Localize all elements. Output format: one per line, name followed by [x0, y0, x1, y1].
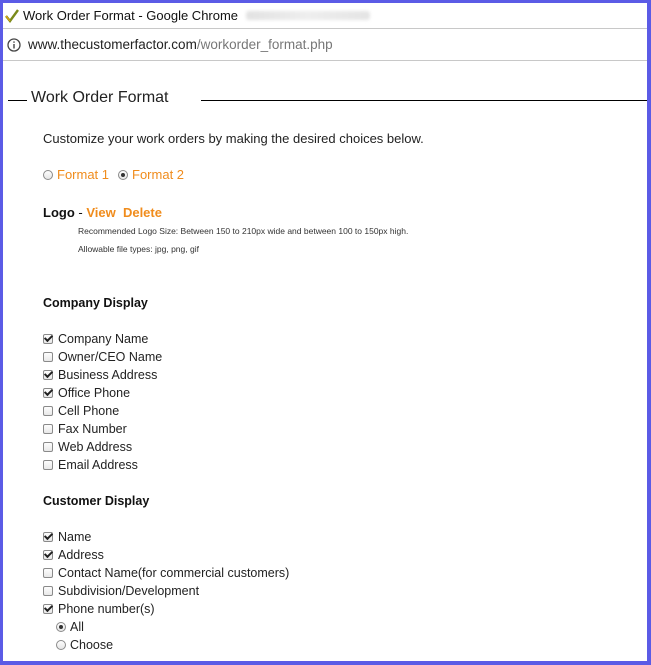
logo-size-hint: Recommended Logo Size: Between 150 to 210px wide and between 100 to 150px high. — [78, 226, 409, 236]
app-checkmark-icon — [5, 9, 19, 23]
contact-name-checkbox[interactable] — [43, 568, 53, 578]
phone-choose-radio[interactable] — [56, 640, 66, 650]
format-2-option[interactable] — [118, 167, 184, 182]
company-option-label: Email Address — [58, 458, 138, 472]
format-2-label[interactable]: Format 2 — [132, 167, 185, 182]
company-option-label: Web Address — [58, 440, 133, 454]
company-option[interactable] — [43, 330, 162, 348]
format-1-label[interactable]: Format 1 — [57, 167, 110, 182]
address-bar[interactable] — [3, 28, 647, 61]
phone-numbers-checkbox[interactable] — [43, 604, 53, 614]
page-content — [3, 61, 647, 661]
customer-display-heading: Customer Display — [43, 494, 150, 508]
company-name-checkbox[interactable] — [43, 334, 53, 344]
customer-option[interactable] — [43, 528, 289, 546]
phone-option-label: All — [70, 620, 84, 634]
web-address-checkbox[interactable] — [43, 442, 53, 452]
format-1-option[interactable] — [43, 167, 109, 182]
window-title: Work Order Format - Google Chrome — [23, 8, 239, 23]
email-address-checkbox[interactable] — [43, 460, 53, 470]
fieldset-border-left — [8, 100, 27, 101]
customer-option[interactable] — [43, 564, 289, 582]
company-option[interactable] — [43, 348, 162, 366]
url-path: /workorder_format.php — [196, 37, 333, 52]
customer-option-label: Phone number(s) — [58, 602, 155, 616]
phone-option-label: Choose — [70, 638, 114, 652]
phone-option-choose[interactable] — [43, 636, 289, 654]
cell-phone-checkbox[interactable] — [43, 406, 53, 416]
company-option-label: Office Phone — [58, 386, 131, 400]
customer-option-label: Name — [58, 530, 92, 544]
office-phone-checkbox[interactable] — [43, 388, 53, 398]
customer-option-label: Contact Name(for commercial customers) — [58, 566, 290, 580]
customer-option[interactable] — [43, 600, 289, 618]
customer-option-label: Address — [58, 548, 104, 562]
company-option[interactable] — [43, 420, 162, 438]
customer-option-label: Subdivision/Development — [58, 584, 200, 598]
customer-name-checkbox[interactable] — [43, 532, 53, 542]
company-option[interactable] — [43, 456, 162, 474]
company-option[interactable] — [43, 402, 162, 420]
company-display-list — [43, 330, 162, 474]
blurred-title-suffix — [246, 11, 370, 20]
format-2-radio[interactable] — [118, 170, 128, 180]
company-option-label: Business Address — [58, 368, 158, 382]
customer-option[interactable] — [43, 582, 289, 600]
browser-window — [3, 3, 647, 661]
company-option-label: Company Name — [58, 332, 149, 346]
title-bar — [3, 3, 647, 28]
info-icon[interactable] — [7, 38, 21, 52]
company-display-heading: Company Display — [43, 296, 148, 310]
customer-address-checkbox[interactable] — [43, 550, 53, 560]
fieldset-border-right — [201, 100, 647, 101]
company-option-label: Owner/CEO Name — [58, 350, 163, 364]
logo-view-link[interactable]: View — [86, 205, 116, 220]
fax-number-checkbox[interactable] — [43, 424, 53, 434]
logo-delete-link[interactable]: Delete — [122, 205, 162, 220]
subdivision-checkbox[interactable] — [43, 586, 53, 596]
fieldset-legend: Work Order Format — [31, 89, 169, 106]
logo-label: Logo — [43, 205, 75, 220]
customer-option[interactable] — [43, 546, 289, 564]
logo-row — [43, 205, 162, 220]
company-option-label: Cell Phone — [58, 404, 120, 418]
business-address-checkbox[interactable] — [43, 370, 53, 380]
company-option[interactable] — [43, 438, 162, 456]
logo-types-hint: Allowable file types: jpg, png, gif — [78, 244, 199, 254]
phone-all-radio[interactable] — [56, 622, 66, 632]
format-choice — [43, 167, 193, 182]
owner-ceo-name-checkbox[interactable] — [43, 352, 53, 362]
intro-text: Customize your work orders by making the desired choices below. — [43, 131, 424, 146]
customer-display-list — [43, 528, 289, 654]
company-option[interactable] — [43, 366, 162, 384]
url-text[interactable] — [28, 37, 333, 52]
url-domain: www.thecustomerfactor.com — [28, 37, 197, 52]
company-option-label: Fax Number — [58, 422, 127, 436]
company-option[interactable] — [43, 384, 162, 402]
format-1-radio[interactable] — [43, 170, 53, 180]
phone-option-all[interactable] — [43, 618, 289, 636]
logo-separator: - — [74, 205, 87, 220]
